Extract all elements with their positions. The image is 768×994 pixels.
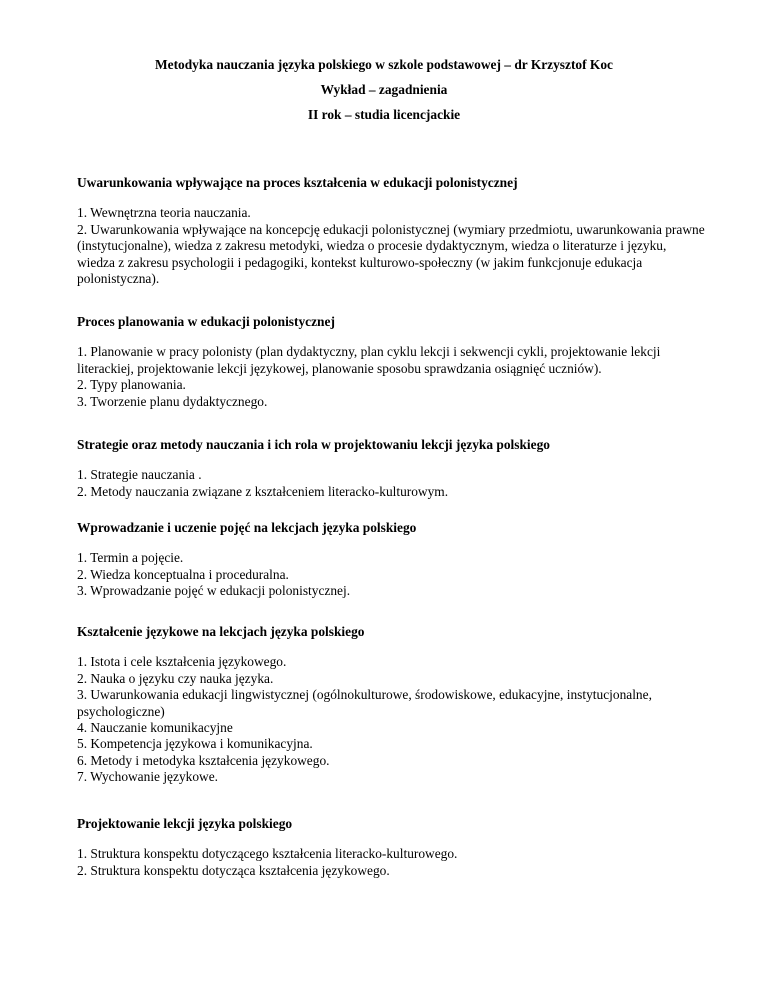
section-heading: Strategie oraz metody nauczania i ich rola w projektowaniu lekcji języka polskiego: [77, 437, 550, 452]
section-heading: Kształcenie językowe na lekcjach języka polskiego: [77, 624, 365, 639]
list-item: 1. Strategie nauczania .: [77, 467, 202, 483]
section-planowanie: [77, 314, 705, 410]
section-heading: Proces planowania w edukacji polonistycznej: [77, 314, 335, 329]
list-item: 5. Kompetencja językowa i komunikacyjna.: [77, 736, 313, 752]
section-heading: Wprowadzanie i uczenie pojęć na lekcjach języka polskiego: [77, 520, 417, 535]
section-pojecia: [77, 520, 705, 600]
list-item: 3. Uwarunkowania edukacji lingwistycznej (ogólnokulturowe, środowiskowe, edukacyjne, instytucjonalne, psychologiczne): [77, 687, 652, 719]
section-ksztalcenie-jezykowe: [77, 624, 705, 786]
section-heading: Projektowanie lekcji języka polskiego: [77, 816, 293, 831]
list-item: 6. Metody i metodyka kształcenia językowego.: [77, 752, 330, 768]
document-title: Metodyka nauczania języka polskiego w szkole podstawowej – dr Krzysztof Koc: [155, 57, 613, 72]
document-subtitle: Wykład – zagadnienia: [320, 82, 448, 97]
list-item: 1. Planowanie w pracy polonisty (plan dydaktyczny, plan cyklu lekcji i sekwencji cykli, projektowanie lekcji literackiej, projektowanie lekcji językowej, planowanie sposobu sprawdzania osiągnięć uczniów).: [77, 344, 661, 376]
list-item: 1. Istota i cele kształcenia językowego.: [77, 654, 287, 670]
list-item: 2. Typy planowania.: [77, 377, 186, 393]
section-strategie: [77, 437, 705, 500]
list-item: 1. Termin a pojęcie.: [77, 550, 184, 566]
list-item: 2. Metody nauczania związane z kształceniem literacko-kulturowym.: [77, 483, 449, 499]
document-study-year: II rok – studia licencjackie: [307, 107, 461, 122]
list-item: 7. Wychowanie językowe.: [77, 769, 218, 785]
list-item: 4. Nauczanie komunikacyjne: [77, 720, 233, 736]
list-item: 2. Nauka o języku czy nauka języka.: [77, 670, 274, 686]
list-item: 2. Wiedza konceptualna i proceduralna.: [77, 566, 289, 582]
section-uwarunkowania: [77, 175, 705, 287]
section-heading: Uwarunkowania wpływające na proces kształcenia w edukacji polonistycznej: [77, 175, 518, 190]
list-item: 1. Wewnętrzna teoria nauczania.: [77, 205, 251, 221]
list-item: 3. Tworzenie planu dydaktycznego.: [77, 393, 268, 409]
list-item: 2. Uwarunkowania wpływające na koncepcję edukacji polonistycznej (wymiary przedmiotu, uwarunkowania prawne (instytucjonalne), wiedza z zakresu metodyki, wiedza o procesie dydaktycznym, wiedza o literaturze i języku, wiedza z zakresu psychologii i pedagogiki, kontekst kulturowo-społeczny (w jakim funkcjonuje edukacja polonistyczna).: [77, 221, 705, 287]
list-item: 1. Struktura konspektu dotyczącego kształcenia literacko-kulturowego.: [77, 846, 458, 862]
list-item: 2. Struktura konspektu dotycząca kształcenia językowego.: [77, 862, 390, 878]
list-item: 3. Wprowadzanie pojęć w edukacji polonistycznej.: [77, 583, 351, 599]
section-projektowanie: [77, 816, 705, 879]
